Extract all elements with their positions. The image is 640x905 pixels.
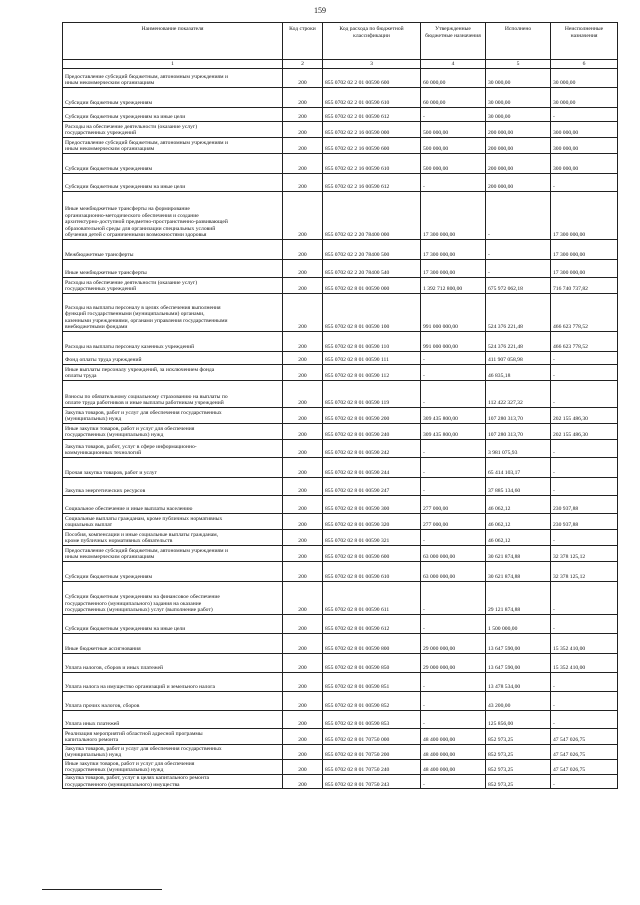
row-approved: - [421,440,486,458]
row-approved: 63 000 000,00 [421,562,486,582]
row-name: Расходы на обеспечение деятельности (оказание услуг) государственных учреждений [63,122,283,138]
row-line-code: 200 [283,546,323,562]
table-row [63,514,618,530]
row-approved: - [421,692,486,711]
row-approved: 17 300 000,00 [421,260,486,278]
row-name: Субсидии бюджетным учреждениям [63,88,283,108]
row-line-code: 200 [283,711,323,729]
header-unexecuted: Неисполненные назначения [551,23,618,60]
header-executed: Исполнено [486,23,551,60]
row-name: Взносы по обязательному социальному страхованию на выплаты по оплате труда работников и иные выплаты работникам учреждений [63,381,283,408]
row-remaining: 230 937,88 [551,496,618,514]
row-line-code: 200 [283,365,323,381]
row-line-code: 200 [283,278,323,294]
table-row [63,546,618,562]
row-expense-code: 855 0702 02 8 01 70750 243 [323,775,421,789]
row-expense-code: 855 0702 02 8 01 70750 200 [323,745,421,760]
row-expense-code: 855 0702 02 8 01 00590 244 [323,458,421,478]
row-line-code: 200 [283,634,323,654]
row-remaining: 17 300 000,00 [551,240,618,260]
table-row [63,760,618,775]
row-executed: 200 000,00 [486,174,551,192]
row-name: Иные закупки товаров, работ и услуг для обеспечения государственных (муниципальных) нужд [63,760,283,775]
row-line-code: 200 [283,478,323,496]
row-expense-code: 855 0702 02 8 01 00590 242 [323,440,421,458]
table-row [63,352,618,365]
row-expense-code: 855 0702 02 2 16 00590 600 [323,138,421,154]
row-remaining: - [551,458,618,478]
table-row [63,408,618,424]
row-expense-code: 855 0702 02 8 01 00590 321 [323,530,421,546]
row-executed: 30 000,00 [486,108,551,122]
table-row [63,562,618,582]
header-row [63,23,618,60]
row-name: Социальное обеспечение и иные выплаты населению [63,496,283,514]
table-row [63,745,618,760]
table-row [63,615,618,634]
row-name: Расходы на обеспечение деятельности (оказание услуг) государственных учреждений [63,278,283,294]
row-line-code: 200 [283,496,323,514]
row-expense-code: 855 0702 02 2 01 00590 600 [323,69,421,88]
row-line-code: 200 [283,381,323,408]
row-line-code: 200 [283,760,323,775]
column-number: 1 [63,60,283,69]
row-line-code: 200 [283,673,323,692]
row-expense-code: 855 0702 02 8 01 00590 119 [323,381,421,408]
column-number: 6 [551,60,618,69]
row-expense-code: 855 0702 02 8 01 00590 111 [323,352,421,365]
row-expense-code: 855 0702 02 8 01 00590 851 [323,673,421,692]
row-approved: 277 000,00 [421,496,486,514]
row-name: Иные выплаты персоналу учреждений, за исключением фонда оплаты труда [63,365,283,381]
row-approved: 17 300 000,00 [421,240,486,260]
row-executed: 3 981 075,93 [486,440,551,458]
row-approved: 277 000,00 [421,514,486,530]
row-expense-code: 855 0702 02 2 20 78400 500 [323,240,421,260]
row-approved: 500 000,00 [421,122,486,138]
row-approved: - [421,352,486,365]
row-line-code: 200 [283,745,323,760]
row-line-code: 200 [283,122,323,138]
row-remaining: - [551,352,618,365]
row-executed: 852 973,25 [486,729,551,745]
row-remaining: 202 155 486,30 [551,424,618,440]
budget-execution-table [62,22,618,789]
table-row [63,154,618,174]
table-row [63,729,618,745]
table-row [63,673,618,692]
row-expense-code: 855 0702 02 8 01 00590 853 [323,711,421,729]
page-number: 159 [314,6,326,15]
row-remaining: - [551,530,618,546]
row-expense-code: 855 0702 02 8 01 00590 300 [323,496,421,514]
row-expense-code: 855 0702 02 2 16 00590 000 [323,122,421,138]
row-executed: 112 422 327,32 [486,381,551,408]
row-name: Субсидии бюджетным учреждениям на иные цели [63,174,283,192]
row-executed: 125 856,00 [486,711,551,729]
row-approved: 17 300 000,00 [421,192,486,240]
row-remaining: 47 547 026,75 [551,745,618,760]
row-approved: - [421,673,486,692]
row-line-code: 200 [283,530,323,546]
row-executed: 46 062,12 [486,530,551,546]
table-row [63,692,618,711]
row-line-code: 200 [283,332,323,352]
row-name: Реализация мероприятий областной адресной программы капитального ремонта [63,729,283,745]
row-name: Предоставление субсидий бюджетным, автономным учреждениям и иным некоммерческим организациям [63,546,283,562]
row-expense-code: 855 0702 02 8 01 00590 200 [323,408,421,424]
row-remaining: 716 740 737,82 [551,278,618,294]
row-remaining: 32 378 125,12 [551,562,618,582]
table-row [63,440,618,458]
row-name: Субсидии бюджетным учреждениям [63,154,283,174]
row-approved: 309 435 800,00 [421,408,486,424]
row-line-code: 200 [283,775,323,789]
row-expense-code: 855 0702 02 8 01 70750 240 [323,760,421,775]
row-executed: 200 000,00 [486,154,551,174]
row-remaining: 466 623 778,52 [551,294,618,332]
row-executed: 1 500 000,00 [486,615,551,634]
row-remaining: 230 937,88 [551,514,618,530]
table-row [63,365,618,381]
row-expense-code: 855 0702 02 8 01 00590 240 [323,424,421,440]
row-remaining: - [551,711,618,729]
row-executed: 46 835,18 [486,365,551,381]
row-line-code: 200 [283,260,323,278]
row-expense-code: 855 0702 02 2 20 78400 000 [323,192,421,240]
row-remaining: 15 352 410,00 [551,654,618,673]
row-name: Уплата прочих налогов, сборов [63,692,283,711]
row-expense-code: 855 0702 02 8 01 00590 112 [323,365,421,381]
row-name: Уплата налога на имущество организаций и земельного налога [63,673,283,692]
row-executed: 200 000,00 [486,122,551,138]
row-approved: - [421,530,486,546]
row-remaining: - [551,615,618,634]
row-remaining: 202 155 486,30 [551,408,618,424]
row-approved: 48 400 000,00 [421,760,486,775]
row-name: Предоставление субсидий бюджетным, автономным учреждениям и иным некоммерческим организациям [63,69,283,88]
row-executed: 37 885 134,60 [486,478,551,496]
row-remaining: 30 000,00 [551,88,618,108]
row-remaining: - [551,692,618,711]
header-expense-code: Код расхода по бюджетной классификации [323,23,421,60]
table-row [63,138,618,154]
row-approved: 29 000 000,00 [421,654,486,673]
row-executed: 524 376 221,48 [486,294,551,332]
row-approved: - [421,365,486,381]
row-name: Уплата налогов, сборов и иных платежей [63,654,283,673]
row-remaining: - [551,381,618,408]
table-row [63,260,618,278]
row-approved: - [421,108,486,122]
row-expense-code: 855 0702 02 8 01 00590 100 [323,294,421,332]
row-expense-code: 855 0702 02 8 01 00590 800 [323,634,421,654]
row-name: Иные межбюджетные трансферты [63,260,283,278]
row-line-code: 200 [283,440,323,458]
table-row [63,381,618,408]
row-name: Субсидии бюджетным учреждениям на иные цели [63,108,283,122]
row-name: Уплата иных платежей [63,711,283,729]
row-approved: 991 000 000,00 [421,332,486,352]
row-line-code: 200 [283,562,323,582]
row-remaining: 300 000,00 [551,122,618,138]
row-line-code: 200 [283,138,323,154]
table-row [63,582,618,615]
row-executed: 411 907 058,98 [486,352,551,365]
row-remaining: 300 000,00 [551,154,618,174]
row-remaining: 15 352 410,00 [551,634,618,654]
row-expense-code: 855 0702 02 2 16 00590 610 [323,154,421,174]
row-expense-code: 855 0702 02 8 01 00590 850 [323,654,421,673]
row-remaining: 17 300 000,00 [551,192,618,240]
table-row [63,424,618,440]
table-row [63,192,618,240]
row-remaining: - [551,365,618,381]
row-line-code: 200 [283,654,323,673]
row-name: Закупка товаров, работ и услуг для обеспечения государственных (муниципальных) нужд [63,745,283,760]
row-approved: - [421,381,486,408]
row-executed: 852 973,25 [486,775,551,789]
row-executed: 65 414 103,17 [486,458,551,478]
table-row [63,654,618,673]
row-executed: 30 000,00 [486,88,551,108]
row-executed: 13 647 590,00 [486,634,551,654]
table-row [63,634,618,654]
row-remaining: - [551,174,618,192]
row-line-code: 200 [283,582,323,615]
row-name: Прочая закупка товаров, работ и услуг [63,458,283,478]
row-executed: 13 478 534,00 [486,673,551,692]
table-row [63,88,618,108]
table-row [63,711,618,729]
table-row [63,278,618,294]
row-line-code: 200 [283,174,323,192]
row-executed: - [486,260,551,278]
row-name: Социальные выплаты гражданам, кроме публичных нормативных социальных выплат [63,514,283,530]
row-executed: - [486,240,551,260]
row-line-code: 200 [283,108,323,122]
table-row [63,530,618,546]
row-line-code: 200 [283,240,323,260]
row-expense-code: 855 0702 02 8 01 00590 000 [323,278,421,294]
row-expense-code: 855 0702 02 2 16 00590 612 [323,174,421,192]
row-name: Закупка товаров, работ, услуг в целях капитального ремонта государственного (муниципального) имущества [63,775,283,789]
table-body [63,69,618,789]
row-name: Межбюджетные трансферты [63,240,283,260]
row-remaining: 300 000,00 [551,138,618,154]
row-name: Расходы на выплаты персоналу в целях обеспечения выполнения функций государственными (муниципальными) органами, казенными учреждениями, органами управления государственными внебюджетными фондами [63,294,283,332]
row-remaining: 466 623 778,52 [551,332,618,352]
row-expense-code: 855 0702 02 8 01 00590 320 [323,514,421,530]
table-row [63,69,618,88]
row-name: Закупка товаров, работ и услуг для обеспечения государственных (муниципальных) нужд [63,408,283,424]
row-approved: 309 435 800,00 [421,424,486,440]
row-line-code: 200 [283,615,323,634]
table-row [63,294,618,332]
row-executed: 46 062,12 [486,514,551,530]
row-executed: 29 121 874,88 [486,582,551,615]
row-executed: 107 280 313,70 [486,408,551,424]
row-remaining: - [551,440,618,458]
row-approved: - [421,711,486,729]
row-expense-code: 855 0702 02 8 01 00590 612 [323,615,421,634]
table-row [63,332,618,352]
row-line-code: 200 [283,514,323,530]
row-expense-code: 855 0702 02 8 01 00590 110 [323,332,421,352]
row-executed: 200 000,00 [486,138,551,154]
header-name: Наименование показателя [63,23,283,60]
row-line-code: 200 [283,729,323,745]
row-line-code: 200 [283,352,323,365]
row-expense-code: 855 0702 02 8 01 00590 611 [323,582,421,615]
row-expense-code: 855 0702 02 2 01 00590 610 [323,88,421,108]
row-approved: - [421,775,486,789]
row-approved: 63 000 000,00 [421,546,486,562]
row-approved: 48 400 000,00 [421,745,486,760]
row-expense-code: 855 0702 02 8 01 70750 000 [323,729,421,745]
column-number: 2 [283,60,323,69]
row-name: Субсидии бюджетным учреждениям на финансовое обеспечение государственного (муниципального) задания на оказание государственных (муниципальных) услуг (выполнение работ) [63,582,283,615]
row-approved: - [421,615,486,634]
row-expense-code: 855 0702 02 8 01 00590 610 [323,562,421,582]
row-approved: 1 392 712 800,00 [421,278,486,294]
row-name: Субсидии бюджетным учреждениям [63,562,283,582]
row-line-code: 200 [283,192,323,240]
table-row [63,478,618,496]
row-line-code: 200 [283,692,323,711]
column-number: 3 [323,60,421,69]
row-name: Закупка энергетических ресурсов [63,478,283,496]
row-remaining: 30 000,00 [551,69,618,88]
row-name: Фонд оплаты труда учреждений [63,352,283,365]
row-name: Иные межбюджетные трансферты на формирование организационно-методического обеспечения и создание архитектурно-доступной предметно-пространственно-развивающей образовательной среды для организации специальных условий обучения детей с ограниченными возможностями здоровья [63,192,283,240]
row-remaining: 17 300 000,00 [551,260,618,278]
row-executed: 43 200,00 [486,692,551,711]
row-approved: 48 400 000,00 [421,729,486,745]
row-remaining: - [551,582,618,615]
row-approved: 60 000,00 [421,88,486,108]
row-remaining: - [551,108,618,122]
table-row [63,240,618,260]
row-line-code: 200 [283,154,323,174]
row-executed: 30 621 874,88 [486,546,551,562]
row-approved: 60 000,00 [421,69,486,88]
row-approved: - [421,478,486,496]
column-number-row [63,60,618,69]
row-expense-code: 855 0702 02 8 01 00590 247 [323,478,421,496]
column-number: 5 [486,60,551,69]
row-approved: - [421,174,486,192]
table-row [63,496,618,514]
row-expense-code: 855 0702 02 2 01 00590 612 [323,108,421,122]
row-remaining: 47 547 026,75 [551,729,618,745]
row-approved: 500 000,00 [421,138,486,154]
row-line-code: 200 [283,294,323,332]
row-remaining: - [551,775,618,789]
table-row [63,174,618,192]
header-line-code: Код строки [283,23,323,60]
row-executed: 852 973,25 [486,760,551,775]
row-name: Закупка товаров, работ, услуг в сфере информационно- коммуникационных технологий [63,440,283,458]
row-executed: 852 973,25 [486,745,551,760]
row-executed: 675 972 062,18 [486,278,551,294]
row-approved: - [421,458,486,478]
row-approved: - [421,582,486,615]
table-row [63,108,618,122]
row-approved: 991 000 000,00 [421,294,486,332]
row-remaining: - [551,673,618,692]
row-expense-code: 855 0702 02 8 01 00590 852 [323,692,421,711]
row-name: Пособия, компенсации и иные социальные выплаты гражданам, кроме публичных нормативных обязательств [63,530,283,546]
footer-separator [42,889,162,890]
row-expense-code: 855 0702 02 8 01 00590 600 [323,546,421,562]
row-line-code: 200 [283,408,323,424]
row-remaining: 32 378 125,12 [551,546,618,562]
row-name: Субсидии бюджетным учреждениям на иные цели [63,615,283,634]
row-approved: 29 000 000,00 [421,634,486,654]
row-remaining: - [551,478,618,496]
row-executed: 107 280 313,70 [486,424,551,440]
row-expense-code: 855 0702 02 2 20 78400 540 [323,260,421,278]
table-row [63,775,618,789]
row-line-code: 200 [283,458,323,478]
row-line-code: 200 [283,88,323,108]
row-executed: - [486,192,551,240]
table-row [63,122,618,138]
row-executed: 524 376 221,48 [486,332,551,352]
row-executed: 30 621 874,88 [486,562,551,582]
header-approved: Утвержденные бюджетные назначения [421,23,486,60]
row-executed: 30 000,00 [486,69,551,88]
row-name: Предоставление субсидий бюджетным, автономным учреждениям и иным некоммерческим организациям [63,138,283,154]
row-line-code: 200 [283,69,323,88]
row-remaining: 47 547 026,75 [551,760,618,775]
row-name: Иные бюджетные ассигнования [63,634,283,654]
column-number: 4 [421,60,486,69]
row-name: Иные закупки товаров, работ и услуг для обеспечения государственных (муниципальных) нужд [63,424,283,440]
row-line-code: 200 [283,424,323,440]
row-approved: 500 000,00 [421,154,486,174]
row-executed: 46 062,12 [486,496,551,514]
row-name: Расходы на выплаты персоналу казенных учреждений [63,332,283,352]
row-executed: 13 647 590,00 [486,654,551,673]
table-row [63,458,618,478]
